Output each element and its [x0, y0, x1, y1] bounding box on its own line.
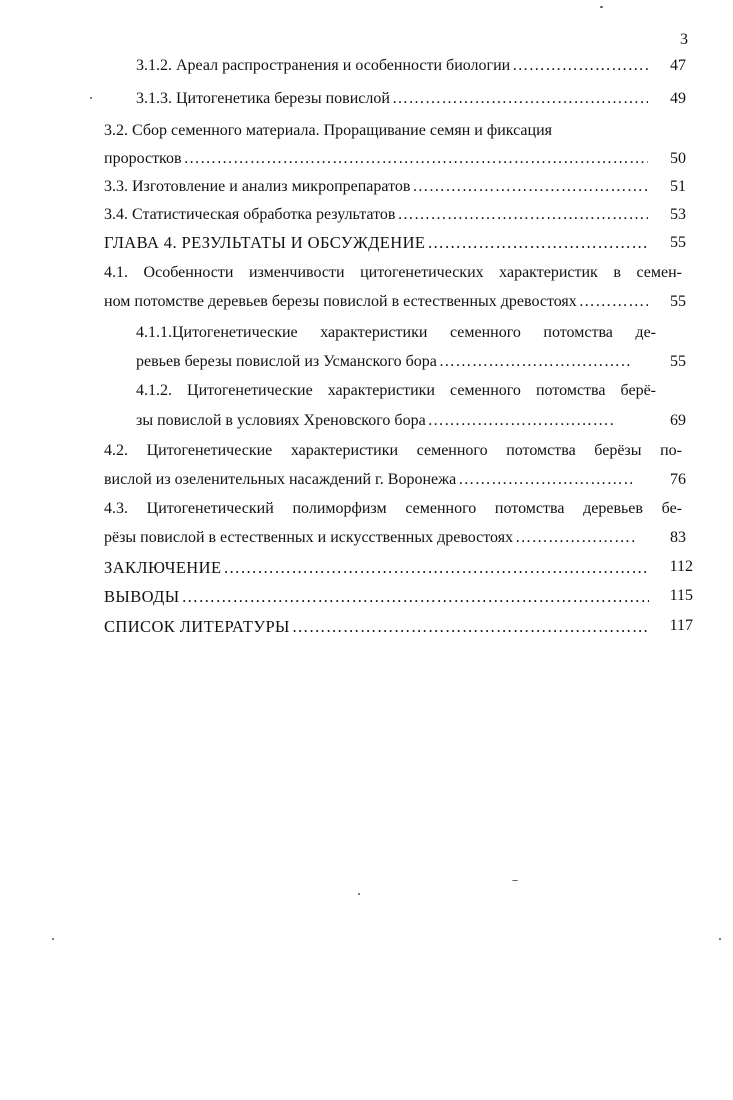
toc-entry-title: 4.1.2. Цитогенетические характеристики семенного потомства берё- — [136, 382, 656, 399]
toc-entry-title: ГЛАВА 4. РЕЗУЛЬТАТЫ И ОБСУЖДЕНИЕ — [104, 233, 426, 252]
toc-entry-title: ВЫВОДЫ — [104, 587, 180, 606]
toc-entry-page: 69 — [670, 412, 686, 429]
scan-speck — [512, 880, 518, 881]
dot-leader — [439, 353, 630, 371]
scan-speck — [719, 938, 721, 940]
dot-leader — [512, 57, 648, 75]
dot-leader — [458, 471, 632, 489]
scan-speck — [358, 893, 360, 895]
toc-entry-page: 47 — [670, 57, 686, 74]
toc-entry-page: 55 — [670, 293, 686, 310]
scan-speck — [90, 97, 92, 99]
scan-speck — [52, 938, 54, 940]
toc-entry-page: 53 — [670, 206, 686, 223]
toc-entry-title-cont: проростков — [104, 150, 182, 167]
dot-leader — [428, 412, 616, 430]
toc-entry-title: 4.2. Цитогенетические характеристики семенного потомства берёзы по- — [104, 442, 682, 459]
toc-entry-title-cont: ревьев березы повислой из Усманского бора — [136, 353, 437, 370]
toc-entry-page: 115 — [669, 587, 693, 604]
toc-entry-page: 49 — [670, 90, 686, 107]
toc-entry-title-cont: рёзы повислой в естественных и искусственных древостоях — [104, 529, 514, 546]
toc-entry-page: 117 — [669, 617, 693, 634]
dot-leader — [427, 233, 648, 253]
toc-entry-title-cont: вислой из озеленительных насаждений г. Воронежа — [104, 471, 457, 488]
toc-entry-page: 51 — [670, 178, 686, 195]
dot-leader — [182, 587, 649, 607]
toc-entry-page: 76 — [670, 471, 686, 488]
dot-leader — [292, 617, 649, 637]
toc-entry-title: 4.1. Особенности изменчивости цитогенетических характеристик в семен- — [104, 264, 682, 281]
toc-entry-title: 3.4. Статистическая обработка результатов — [104, 206, 396, 223]
toc-entry-title-cont: зы повислой в условиях Хреновского бора — [136, 412, 426, 429]
dot-leader — [579, 293, 648, 311]
toc-entry-title: 3.3. Изготовление и анализ микропрепаратов — [104, 178, 411, 195]
toc-entry-title: 3.1.3. Цитогенетика березы повислой — [136, 90, 390, 107]
page-number: 3 — [680, 31, 688, 48]
toc-entry-title: 3.1.2. Ареал распространения и особенности биологии — [136, 57, 511, 74]
toc-entry-title: 4.1.1.Цитогенетические характеристики семенного потомства де- — [136, 324, 656, 341]
dot-leader — [397, 206, 648, 224]
toc-entry-page: 55 — [670, 234, 686, 251]
toc-entry-page: 50 — [670, 150, 686, 167]
toc-entry-title: 4.3. Цитогенетический полиморфизм семенного потомства деревьев бе- — [104, 500, 682, 517]
toc-entry-title: 3.2. Сбор семенного материала. Проращивание семян и фиксация — [104, 122, 553, 139]
scan-speck — [600, 6, 603, 8]
toc-entry-title: ЗАКЛЮЧЕНИЕ — [104, 558, 222, 577]
dot-leader — [392, 90, 648, 108]
toc-entry-page: 55 — [670, 353, 686, 370]
dot-leader — [515, 529, 636, 547]
toc-entry-page: 112 — [669, 558, 693, 575]
toc-entry-title: СПИСОК ЛИТЕРАТУРЫ — [104, 617, 290, 636]
toc-entry-title-cont: ном потомстве деревьев березы повислой в естественных древостоях — [104, 293, 577, 310]
dot-leader — [184, 150, 648, 168]
dot-leader — [412, 178, 648, 196]
dot-leader — [223, 558, 649, 578]
toc-entry-page: 83 — [670, 529, 686, 546]
